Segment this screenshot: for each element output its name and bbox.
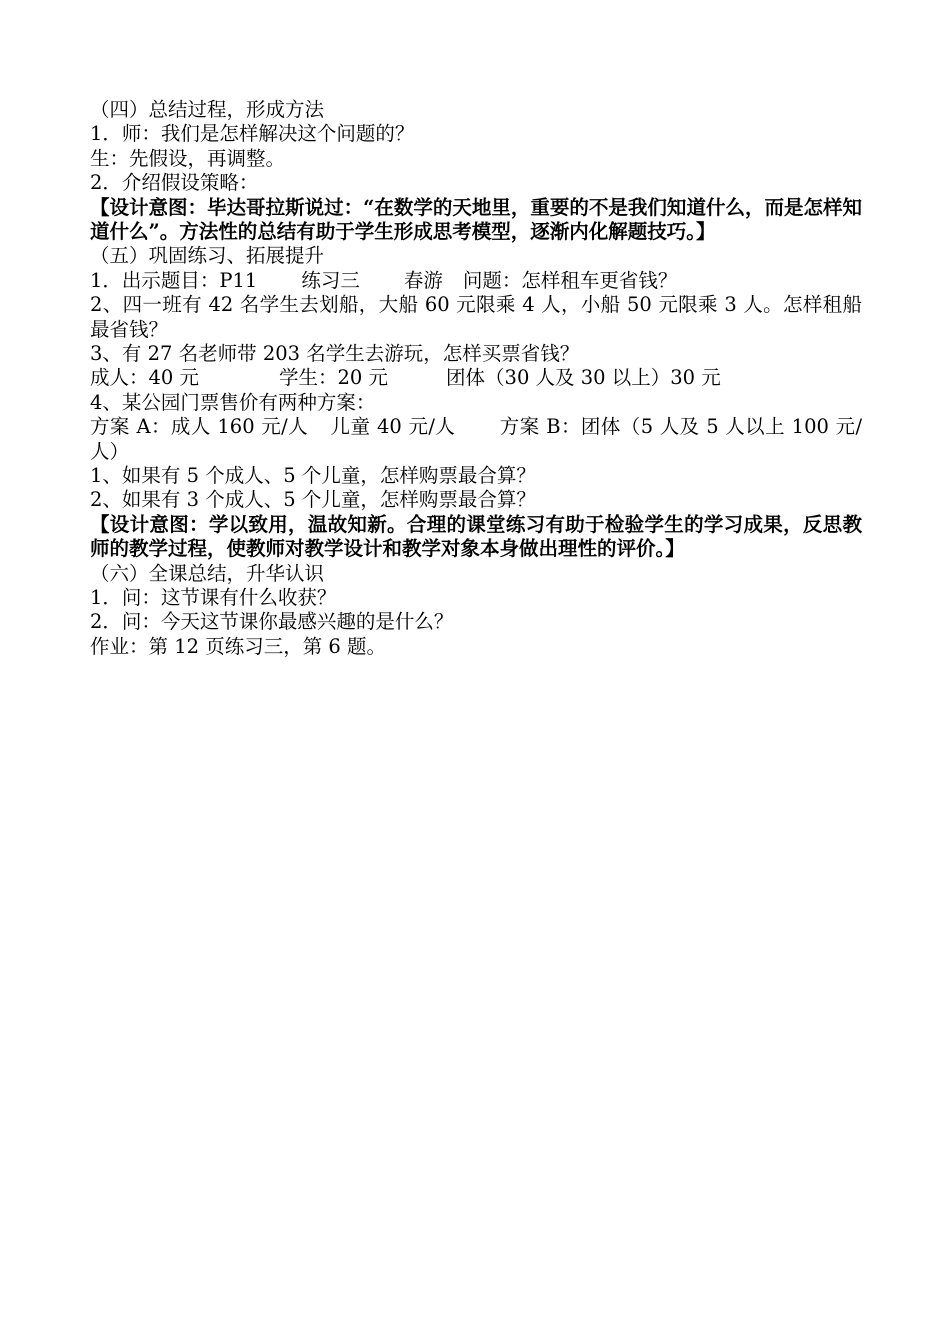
section-5-item-1 [90,269,862,293]
section-4-question-1: 1．师：我们是怎样解决这个问题的？ [90,122,415,146]
sub-question-1: 1、如果有 5 个成人、5 个儿童，怎样购票最合算？ [90,463,536,487]
section-5-design-intent: 【设计意图：学以致用，温故知新。合理的课堂练习有助于检验学生的学习成果，反思教师的教学过程，使教师对教学设计和教学对象本身做出理性的评价。】 [90,512,862,561]
item-1-topic: 春游 [403,268,443,292]
ticket-plans [90,415,862,464]
section-4-design-intent: 【设计意图：毕达哥拉斯说过：“在数学的天地里，重要的不是我们知道什么，而是怎样知道什么”。方法性的总结有助于学生形成思考模型，逐渐内化解题技巧。】 [90,195,862,243]
section-5-item-2: 2、四一班有 42 名学生去划船，大船 60 元限乘 4 人，小船 50 元限乘 3 人。怎样租船最省钱？ [90,293,862,341]
item-1-question: 问题：怎样租车更省钱？ [462,268,678,292]
plan-a-child: 儿童 40 元/人 [330,415,456,439]
section-5-item-4: 4、某公园门票售价有两种方案： [90,390,376,414]
ticket-prices [90,366,862,390]
section-6-heading: （六）全课总结，升华认识 [90,561,325,585]
section-6-question-1: 1．问：这节课有什么收获？ [90,585,337,609]
plan-b: 方案 B：团体（5 人及 5 人以上 100 元/人） [90,415,863,463]
section-4-answer-1: 生：先假设，再调整。 [90,146,286,170]
item-1-exercise: 练习三 [301,268,360,292]
homework: 作业：第 12 页练习三，第 6 题。 [90,634,387,658]
document-body [90,98,862,659]
section-4-question-2: 2．介绍假设策略： [90,171,259,195]
price-student: 学生：20 元 [279,366,389,390]
plan-a-adult: 方案 A：成人 160 元/人 [90,415,309,439]
section-4-heading: （四）总结过程，形成方法 [90,98,325,121]
price-group: 团体（30 人及 30 以上）30 元 [446,366,721,390]
section-5-heading: （五）巩固练习、拓展提升 [90,244,325,268]
section-6-question-2: 2．问：今天这节课你最感兴趣的是什么？ [90,610,454,634]
sub-question-2: 2、如果有 3 个成人、5 个儿童，怎样购票最合算？ [90,488,536,512]
price-adult: 成人：40 元 [90,366,200,390]
item-1-prefix: 1．出示题目：P11 [90,268,258,292]
section-5-item-3: 3、有 27 名老师带 203 名学生去游玩，怎样买票省钱？ [90,341,580,365]
